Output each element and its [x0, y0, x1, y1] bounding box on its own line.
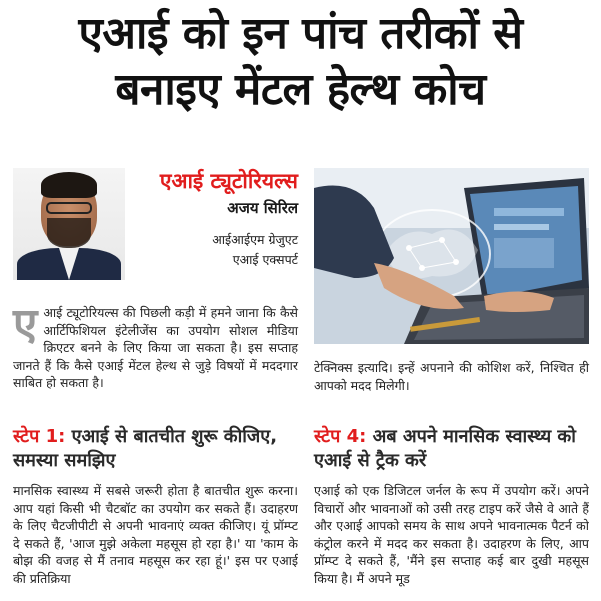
laptop-brain-illustration — [314, 168, 589, 344]
column-title: एआई ट्यूटोरियल्स — [159, 169, 298, 193]
step-1-heading — [13, 425, 298, 473]
author-photo — [13, 168, 125, 280]
intro-text: आई ट्यूटोरियल्स की पिछली कड़ी में हमने जाना कि कैसे आर्टिफिशियल इंटेलीजेंस का उपयोग सोशल मीडिया क्रिएटर बनने के लिए किया जा सकता है। इस सप्ताह जानते हैं कि कैसे एआई मेंटल हेल्थ से जुड़े विषयों में मददगार साबित हो सकता है। — [13, 305, 298, 390]
step-4-heading — [314, 425, 589, 473]
step-1-label: स्टेप 1: — [13, 426, 66, 447]
dropcap: ए — [13, 299, 38, 350]
designation-line-2: एआई एक्सपर्ट — [232, 252, 298, 267]
right-column-text — [314, 359, 589, 394]
headline — [0, 6, 601, 118]
step-1-text: मानसिक स्वास्थ्य में सबसे जरूरी होता है बातचीत शुरू करना। आप यहां किसी भी चैटबॉट का उपयोग कर सकते हैं। उदाहरण के लिए चैटजीपीटी से अपनी भावनाएं व्यक्त कीजिए। यूं प्रॉम्प्ट दे सकते हैं, 'आज मुझे अकेला महसूस हो रहा है।' या 'काम के बोझ की वजह से मैं तनाव महसूस कर रहा हूं।' इस पर एआई की प्रतिक्रिया — [13, 483, 298, 586]
article-photo — [314, 168, 589, 344]
step-1-body — [13, 482, 298, 600]
designation-line-1: आईआईएम ग्रेजुएट — [212, 232, 298, 247]
headline-line-2: बनाइए मेंटल हेल्थ कोच — [115, 64, 486, 115]
author-byline — [13, 168, 298, 280]
step-4-label: स्टेप 4: — [314, 426, 367, 447]
right-top-text: टेक्निक्स इत्यादि। इन्हें अपनाने की कोशिश करें, निश्चित ही आपको मदद मिलेगी। — [314, 360, 589, 393]
intro-paragraph — [13, 299, 298, 392]
step-4-text: एआई को एक डिजिटल जर्नल के रूप में उपयोग करें। अपने विचारों और भावनाओं को उसी तरह टाइप करें जैसे वे आते हैं और एआई आपको समय के साथ अपने भावनात्मक पैटर्न को कंट्रोल करने में मदद कर सकता है। उदाहरण के लिए, आप प्रॉम्प्ट दे सकते हैं, 'मैंने इस सप्ताह कई बार दुखी महसूस किया है। मैं अपने मूड — [314, 483, 589, 586]
step-4-body — [314, 482, 589, 600]
step-1-title: एआई से बातचीत शुरू कीजिए, समस्या समझिए — [13, 426, 278, 471]
headline-line-1: एआई को इन पांच तरीकों से — [78, 8, 523, 59]
author-name: अजय सिरिल — [227, 199, 298, 217]
step-4-title: अब अपने मानसिक स्वास्थ्य को एआई से ट्रैक करें — [314, 426, 576, 471]
author-designation — [133, 230, 298, 270]
